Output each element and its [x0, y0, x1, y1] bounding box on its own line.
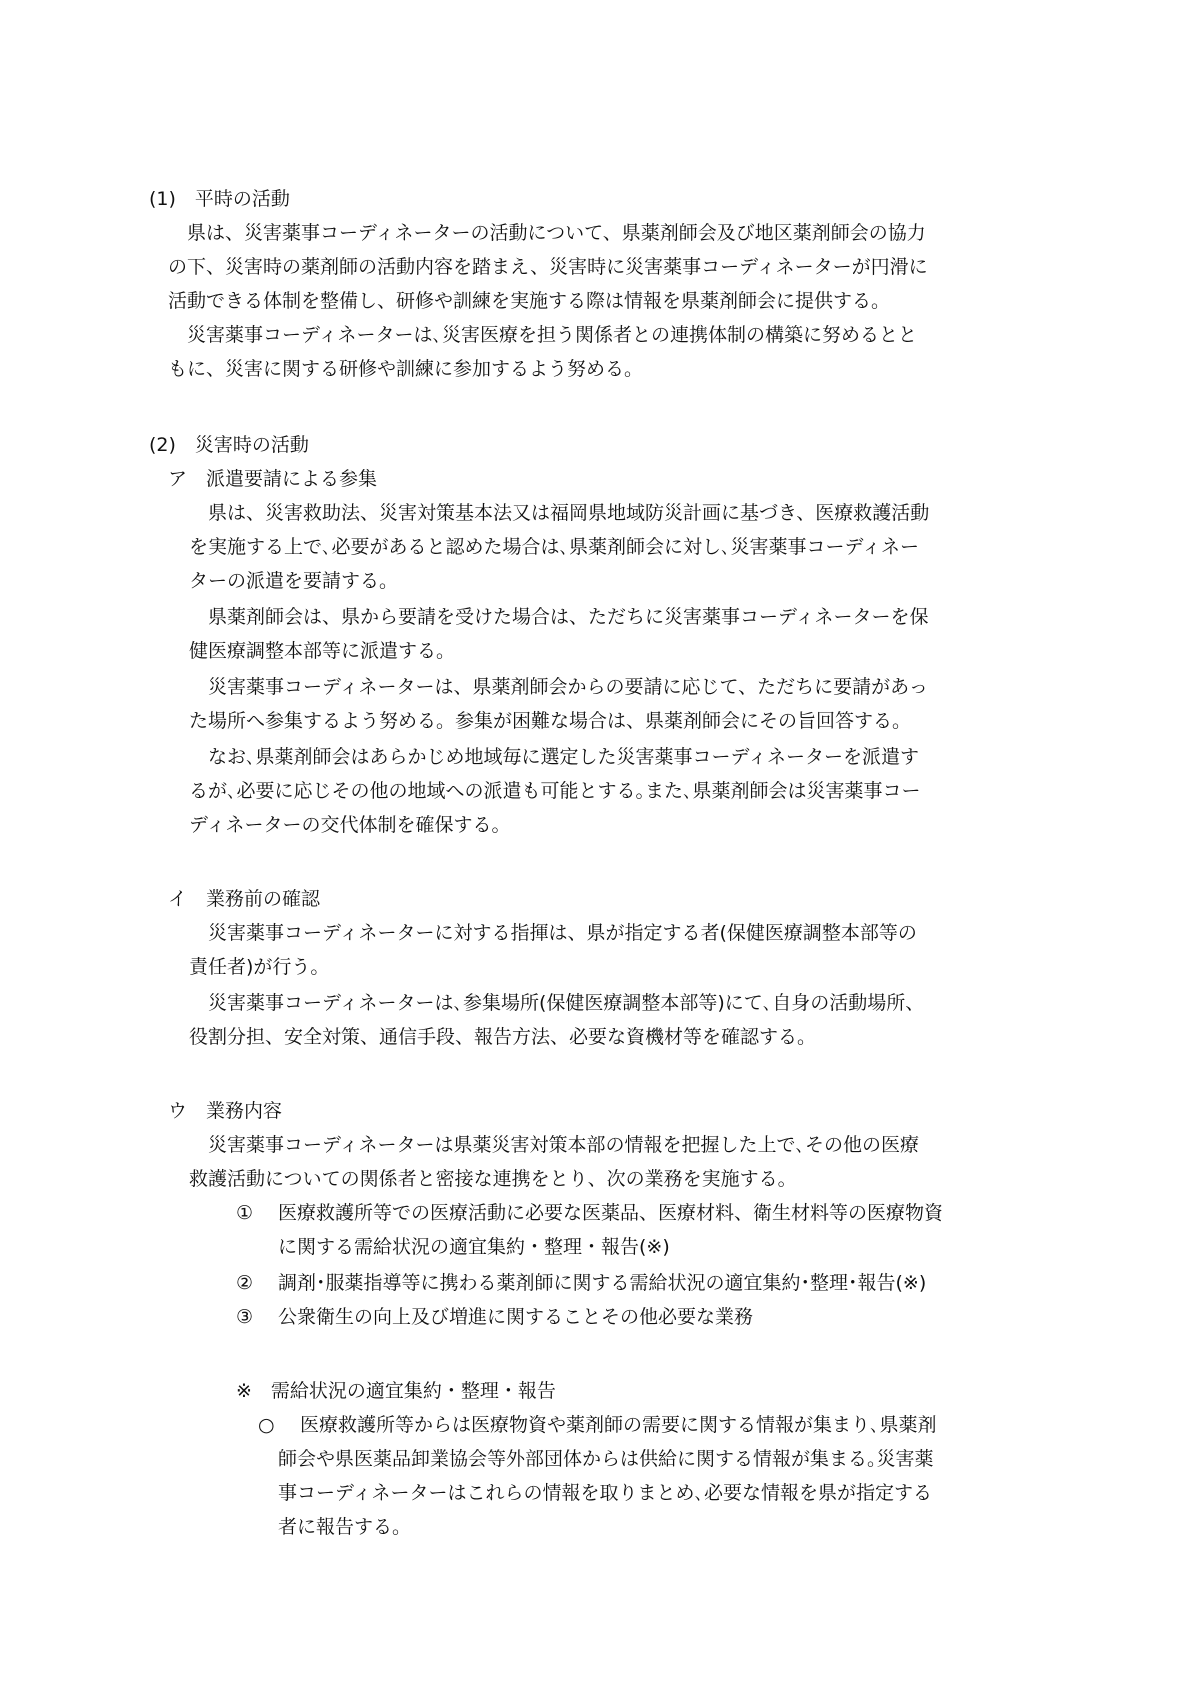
- list-item-text: に関する需給状況の適宜集約・整理・報告(※): [278, 1236, 670, 1258]
- subsection-i-text-line: 役割分担、安全対策、通信手段、報告方法、必要な資機材等を確認する。: [189, 1026, 817, 1048]
- subsection-i-heading: イ 業務前の確認: [168, 888, 321, 910]
- note-text-line: 事コーディネーターはこれらの情報を取りまとめ､必要な情報を県が指定する: [278, 1482, 932, 1504]
- list-item-text: 公衆衛生の向上及び増進に関することその他必要な業務: [278, 1306, 754, 1328]
- section-1-text-line: もに、災害に関する研修や訓練に参加するよう努める。: [168, 358, 644, 380]
- section-1-text-line: の下、災害時の薬剤師の活動内容を踏まえ、災害時に災害薬事コーディネーターが円滑に: [168, 256, 928, 278]
- subsection-a-text-line: 災害薬事コーディネーターは、県薬剤師会からの要請に応じて、ただちに要請があっ: [189, 676, 928, 698]
- subsection-i-text-line: 災害薬事コーディネーターに対する指揮は、県が指定する者(保健医療調整本部等の: [189, 922, 917, 944]
- subsection-a-text-line: ターの派遣を要請する。: [189, 570, 399, 592]
- list-marker: ②: [236, 1272, 254, 1294]
- subsection-a-heading: ア 派遣要請による参集: [168, 468, 378, 490]
- subsection-a-text-line: 健医療調整本部等に派遣する。: [189, 640, 456, 662]
- note-marker: ○: [258, 1414, 275, 1436]
- note-heading: ※ 需給状況の適宜集約・整理・報告: [236, 1380, 556, 1402]
- subsection-a-text-line: なお､県薬剤師会はあらかじめ地域毎に選定した災害薬事コーディネーターを派遣す: [189, 746, 919, 768]
- note-text-line: 師会や県医薬品卸業協会等外部団体からは供給に関する情報が集まる｡災害薬: [278, 1448, 934, 1470]
- section-1-text-line: 活動できる体制を整備し、研修や訓練を実施する際は情報を県薬剤師会に提供する。: [168, 290, 891, 312]
- list-item-text: 調剤･服薬指導等に携わる薬剤師に関する需給状況の適宜集約･整理･報告(※): [278, 1272, 927, 1294]
- subsection-u-text-line: 救護活動についての関係者と密接な連携をとり、次の業務を実施する。: [189, 1168, 797, 1190]
- note-text-line: 医療救護所等からは医療物資や薬剤師の需要に関する情報が集まり､県薬剤: [300, 1414, 937, 1436]
- list-item-text: 医療救護所等での医療活動に必要な医薬品、医療材料、衛生材料等の医療物資: [278, 1202, 944, 1224]
- list-marker: ③: [236, 1306, 254, 1328]
- section-1-text-line: 県は、災害薬事コーディネーターの活動について、県薬剤師会及び地区薬剤師会の協力: [168, 222, 926, 244]
- list-marker: ①: [236, 1202, 254, 1224]
- subsection-a-text-line: を実施する上で､必要があると認めた場合は､県薬剤師会に対し､災害薬事コーディネー: [189, 536, 919, 558]
- subsection-i-text-line: 責任者)が行う。: [189, 956, 330, 978]
- note-text-line: 者に報告する。: [278, 1516, 412, 1538]
- subsection-a-text-line: 県薬剤師会は、県から要請を受けた場合は、ただちに災害薬事コーディネーターを保: [189, 606, 929, 628]
- subsection-u-heading: ウ 業務内容: [168, 1100, 283, 1122]
- section-1-text-line: 災害薬事コーディネーターは､災害医療を担う関係者との連携体制の構築に努めるとと: [168, 324, 917, 346]
- subsection-a-text-line: た場所へ参集するよう努める。参集が困難な場合は、県薬剤師会にその旨回答する。: [189, 710, 912, 732]
- subsection-i-text-line: 災害薬事コーディネーターは､参集場所(保健医療調整本部等)にて､自身の活動場所、: [189, 992, 925, 1014]
- subsection-a-text-line: るが､必要に応じその他の地域への派遣も可能とする｡また､県薬剤師会は災害薬事コー: [189, 780, 921, 802]
- subsection-u-text-line: 災害薬事コーディネーターは県薬災害対策本部の情報を把握した上で､その他の医療: [189, 1134, 919, 1156]
- subsection-a-text-line: ディネーターの交代体制を確保する。: [189, 814, 511, 836]
- section-2-heading: (2) 災害時の活動: [149, 434, 309, 456]
- subsection-a-text-line: 県は、災害救助法、災害対策基本法又は福岡県地域防災計画に基づき、医療救護活動: [189, 502, 930, 524]
- section-1-heading: (1) 平時の活動: [149, 188, 290, 210]
